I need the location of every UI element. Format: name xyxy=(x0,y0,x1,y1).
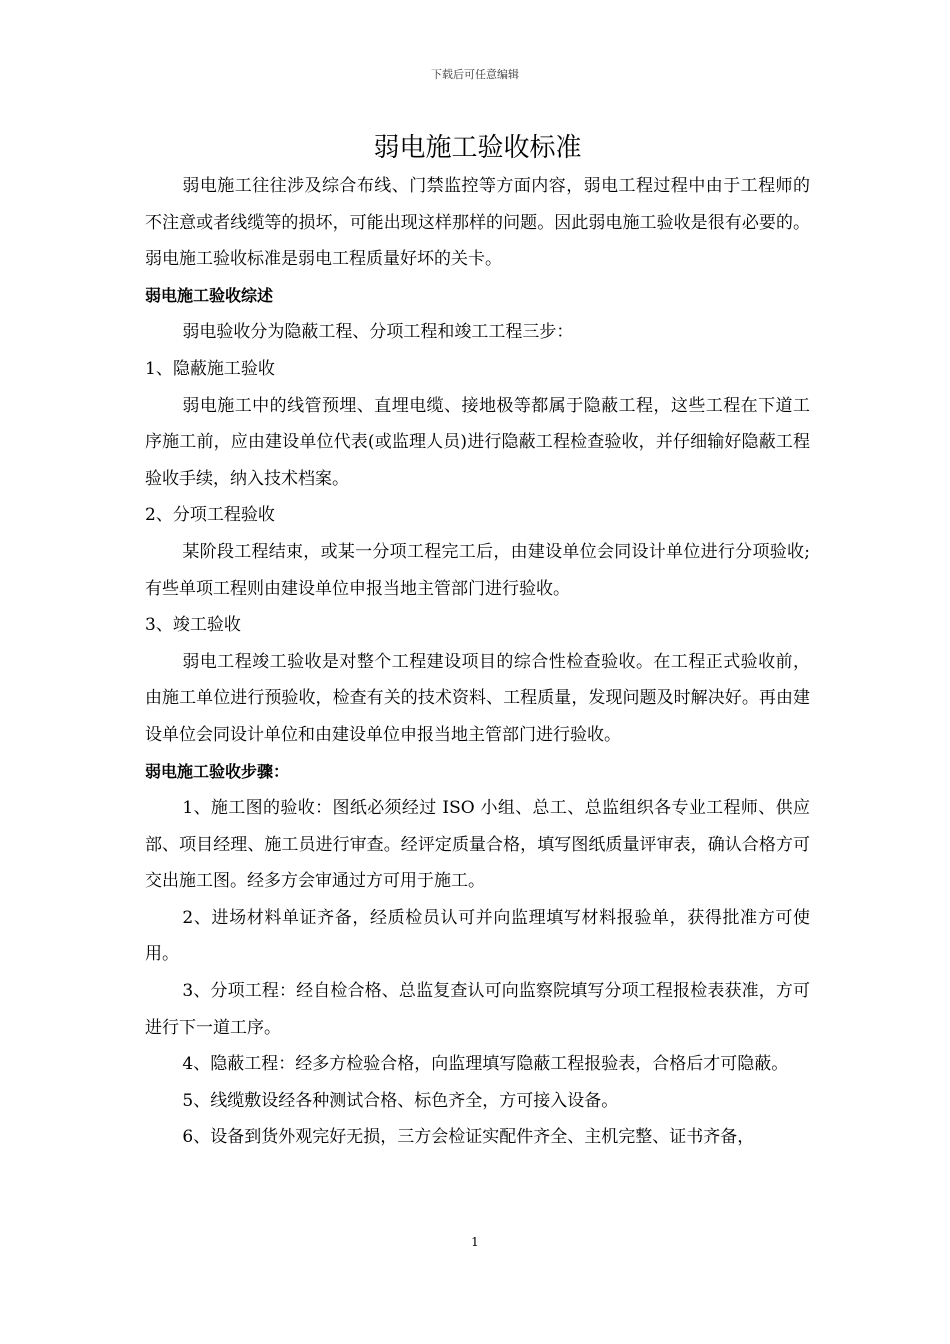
item-label: 3、竣工验收 xyxy=(145,615,241,636)
section-heading-overview: 弱电施工验收综述 xyxy=(145,285,274,305)
item-paragraph: 弱电工程竣工验收是对整个工程建设项目的综合性检查验收。在工程正式验收前，由施工单位进行预验收，检查有关的技术资料、工程质量，发现问题及时解决好。再由建设单位会同设计单位和由建设单位申报当地主管部门进行验收。 xyxy=(145,651,810,745)
section-heading-steps: 弱电施工验收步骤： xyxy=(145,761,290,781)
step-paragraph: 2、进场材料单证齐备，经质检员认可并向监理填写材料报验单，获得批准方可使用。 xyxy=(145,907,810,965)
item-paragraph: 弱电施工中的线管预埋、直埋电缆、接地极等都属于隐蔽工程，这些工程在下道工序施工前，应由建设单位代表(或监理人员)进行隐蔽工程检查验收，并仔细输好隐蔽工程验收手续，纳入技术档案。 xyxy=(145,395,810,489)
document-title: 弱电施工验收标准 xyxy=(373,133,582,163)
item-label: 2、分项工程验收 xyxy=(145,505,275,526)
step-paragraph: 4、隐蔽工程：经多方检验合格，向监理填写隐蔽工程报验表，合格后才可隐蔽。 xyxy=(182,1054,789,1075)
step-paragraph: 3、分项工程：经自检合格、总监复查认可向监察院填写分项工程报检表获准，方可进行下一道工序。 xyxy=(145,981,810,1038)
page-number: 1 xyxy=(471,1235,479,1249)
step-paragraph: 5、线缆敷设经各种测试合格、标色齐全，方可接入设备。 xyxy=(182,1090,619,1111)
step-paragraph: 1、施工图的验收：图纸必须经过 ISO 小组、总工、总监组织各专业工程师、供应部、项目经理、施工员进行审查。经评定质量合格，填写图纸质量评审表，确认合格方可交出施工图。经多方会审通过方可用于施工。 xyxy=(145,798,810,892)
overview-lead: 弱电验收分为隐蔽工程、分项工程和竣工工程三步： xyxy=(182,322,574,343)
header-note: 下载后可任意编辑 xyxy=(431,68,519,81)
document-body xyxy=(145,128,810,1156)
intro-paragraph: 弱电施工往往涉及综合布线、门禁监控等方面内容，弱电工程过程中由于工程师的不注意或者线缆等的损坏，可能出现这样那样的问题。因此弱电施工验收是很有必要的。弱电施工验收标准是弱电工程质量好坏的关卡。 xyxy=(145,176,810,270)
item-paragraph: 某阶段工程结束，或某一分项工程完工后，由建设单位会同设计单位进行分项验收;有些单项工程则由建设单位申报当地主管部门进行验收。 xyxy=(145,541,810,599)
step-paragraph: 6、设备到货外观完好无损，三方会检证实配件齐全、主机完整、证书齐备， xyxy=(182,1127,755,1148)
item-label: 1、隐蔽施工验收 xyxy=(145,358,275,379)
